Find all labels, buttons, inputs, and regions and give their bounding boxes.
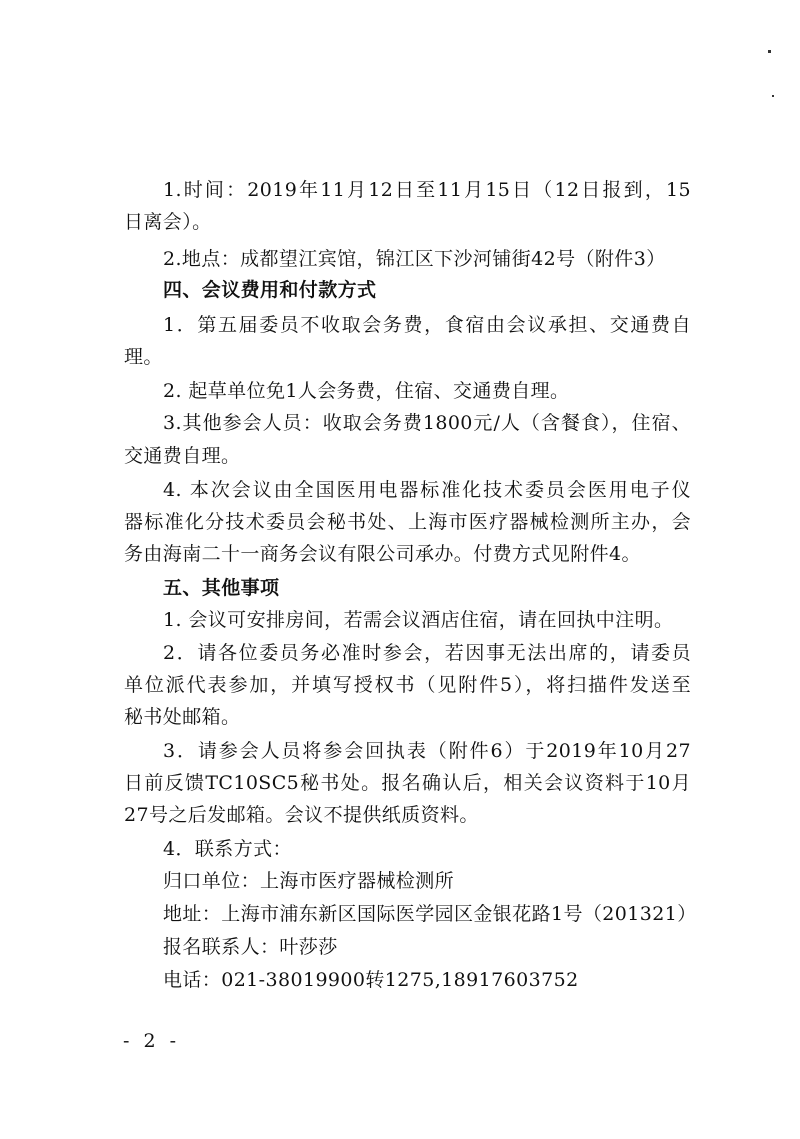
fee-item-4-cont2: 务由海南二十一商务会议有限公司承办。付费方式见附件4。 bbox=[124, 543, 641, 565]
fee-item-3-cont: 交通费自理。 bbox=[124, 445, 241, 467]
contact-phone: 电话：021-38019900转1275,18917603752 bbox=[163, 969, 579, 991]
scan-mark bbox=[768, 50, 771, 53]
fee-item-4-cont: 器标准化分技术委员会秘书处、上海市医疗器械检测所主办，会 bbox=[124, 511, 691, 533]
section-heading-other: 五、其他事项 bbox=[163, 577, 280, 599]
contact-person: 报名联系人：叶莎莎 bbox=[163, 936, 338, 958]
page-number: - 2 - bbox=[123, 1030, 181, 1052]
scan-mark bbox=[772, 95, 774, 97]
section-heading-fees: 四、会议费用和付款方式 bbox=[163, 279, 377, 301]
other-item-2-cont: 单位派代表参加，并填写授权书（见附件5），将扫描件发送至 bbox=[124, 674, 691, 696]
fee-item-4: 4. 本次会议由全国医用电器标准化技术委员会医用电子仪 bbox=[163, 479, 691, 501]
other-item-2-cont2: 秘书处邮箱。 bbox=[124, 706, 241, 728]
other-item-3-cont2: 27号之后发邮箱。会议不提供纸质资料。 bbox=[124, 804, 479, 826]
fee-item-1-cont: 理。 bbox=[124, 346, 163, 368]
time-line: 1.时间：2019年11月12日至11月15日（12日报到，15 bbox=[163, 179, 691, 201]
fee-item-2: 2. 起草单位免1人会务费，住宿、交通费自理。 bbox=[163, 380, 570, 402]
other-item-1: 1. 会议可安排房间，若需会议酒店住宿，请在回执中注明。 bbox=[163, 609, 674, 631]
fee-item-3: 3.其他参会人员：收取会务费1800元/人（含餐食），住宿、 bbox=[163, 412, 691, 434]
contact-address: 地址：上海市浦东新区国际医学园区金银花路1号（201321） bbox=[163, 903, 697, 925]
contact-unit: 归口单位：上海市医疗器械检测所 bbox=[163, 870, 455, 892]
other-item-3-cont: 日前反馈TC10SC5秘书处。报名确认后，相关会议资料于10月 bbox=[124, 772, 691, 794]
other-item-3: 3．请参会人员将参会回执表（附件6）于2019年10月27 bbox=[163, 740, 691, 762]
other-item-2: 2．请各位委员务必准时参会，若因事无法出席的，请委员 bbox=[163, 642, 691, 664]
contact-heading: 4．联系方式： bbox=[163, 838, 292, 860]
time-line-cont: 日离会）。 bbox=[124, 211, 212, 233]
fee-item-1: 1．第五届委员不收取会务费，食宿由会议承担、交通费自 bbox=[163, 314, 691, 336]
location-line: 2.地点：成都望江宾馆，锦江区下沙河铺街42号（附件3） bbox=[163, 248, 666, 270]
